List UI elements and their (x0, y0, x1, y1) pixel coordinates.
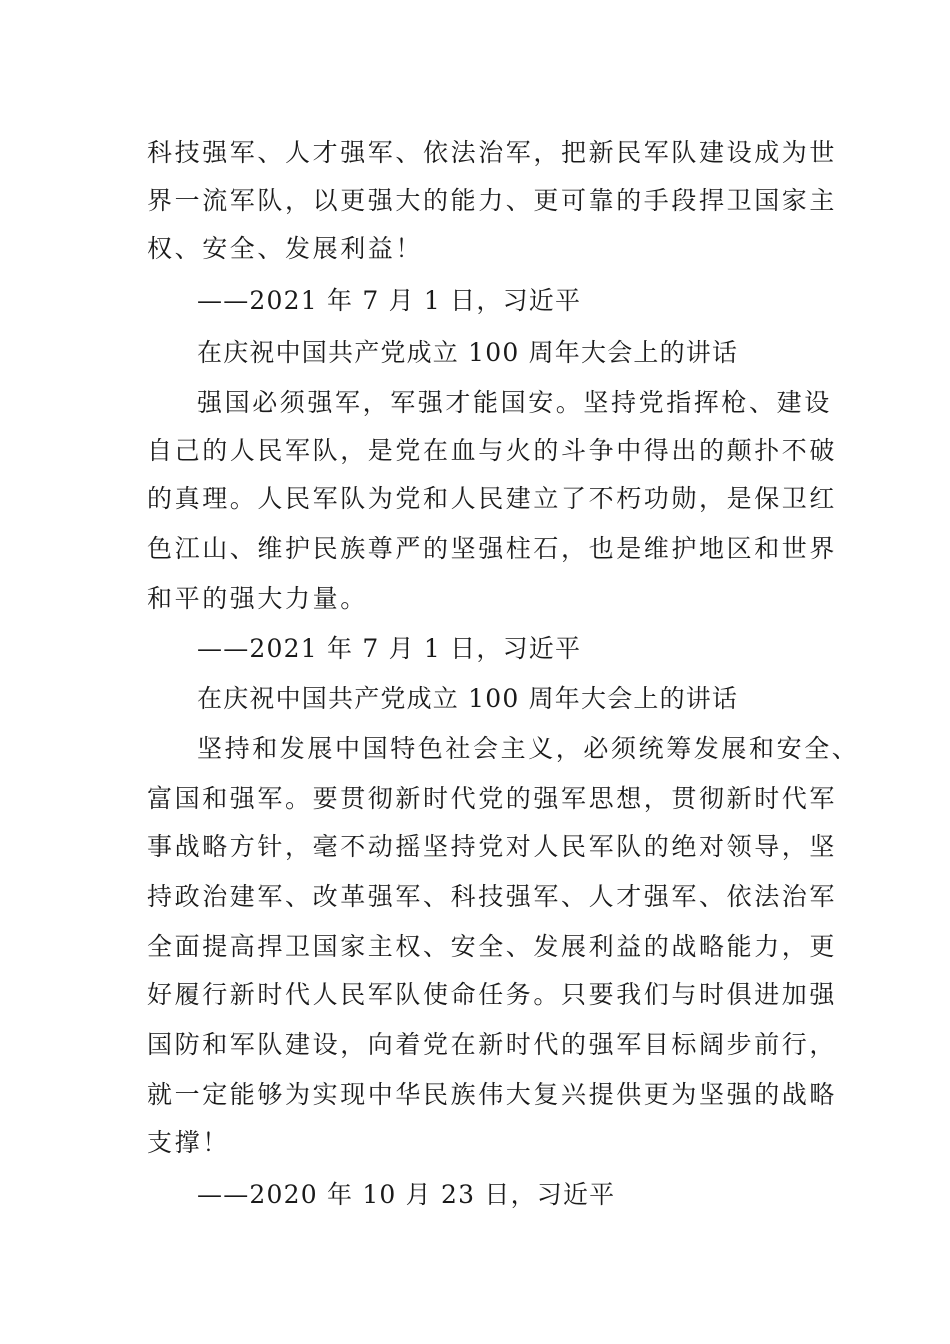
paragraph-line: 色江山、维护民族尊严的坚强柱石，也是维护地区和世界 (147, 534, 838, 563)
attribution-source: 在庆祝中国共产党成立 100 周年大会上的讲话 (197, 684, 739, 713)
paragraph-line: 坚持和发展中国特色社会主义，必须统筹发展和安全、 (197, 734, 860, 763)
paragraph-line: 国防和军队建设，向着党在新时代的强军目标阔步前行， (147, 1030, 838, 1059)
paragraph-line: 自己的人民军队，是党在血与火的斗争中得出的颠扑不破 (147, 436, 838, 465)
attribution-date-author: ——2021 年 7 月 1 日，习近平 (197, 286, 582, 315)
paragraph-line: 和平的强大力量。 (147, 584, 368, 613)
paragraph-line: 就一定能够为实现中华民族伟大复兴提供更为坚强的战略 (147, 1080, 838, 1109)
paragraph-line: 支撑！ (147, 1128, 230, 1157)
attribution-date-author: ——2021 年 7 月 1 日，习近平 (197, 634, 582, 663)
paragraph-line: 强国必须强军，军强才能国安。坚持党指挥枪、建设 (197, 388, 832, 417)
paragraph-line: 的真理。人民军队为党和人民建立了不朽功勋，是保卫红 (147, 484, 838, 513)
paragraph-line: 科技强军、人才强军、依法治军，把新民军队建设成为世 (147, 138, 838, 167)
attribution-source: 在庆祝中国共产党成立 100 周年大会上的讲话 (197, 338, 739, 367)
paragraph-line: 好履行新时代人民军队使命任务。只要我们与时俱进加强 (147, 980, 838, 1009)
paragraph-line: 事战略方针，毫不动摇坚持党对人民军队的绝对领导，坚 (147, 832, 838, 861)
paragraph-line: 界一流军队，以更强大的能力、更可靠的手段捍卫国家主 (147, 186, 838, 215)
paragraph-line: 全面提高捍卫国家主权、安全、发展利益的战略能力，更 (147, 932, 838, 961)
attribution-date-author: ——2020 年 10 月 23 日，习近平 (197, 1180, 616, 1209)
paragraph-line: 持政治建军、改革强军、科技强军、人才强军、依法治军 (147, 882, 838, 911)
paragraph-line: 权、安全、发展利益！ (147, 234, 424, 263)
paragraph-line: 富国和强军。要贯彻新时代党的强军思想，贯彻新时代军 (147, 784, 838, 813)
